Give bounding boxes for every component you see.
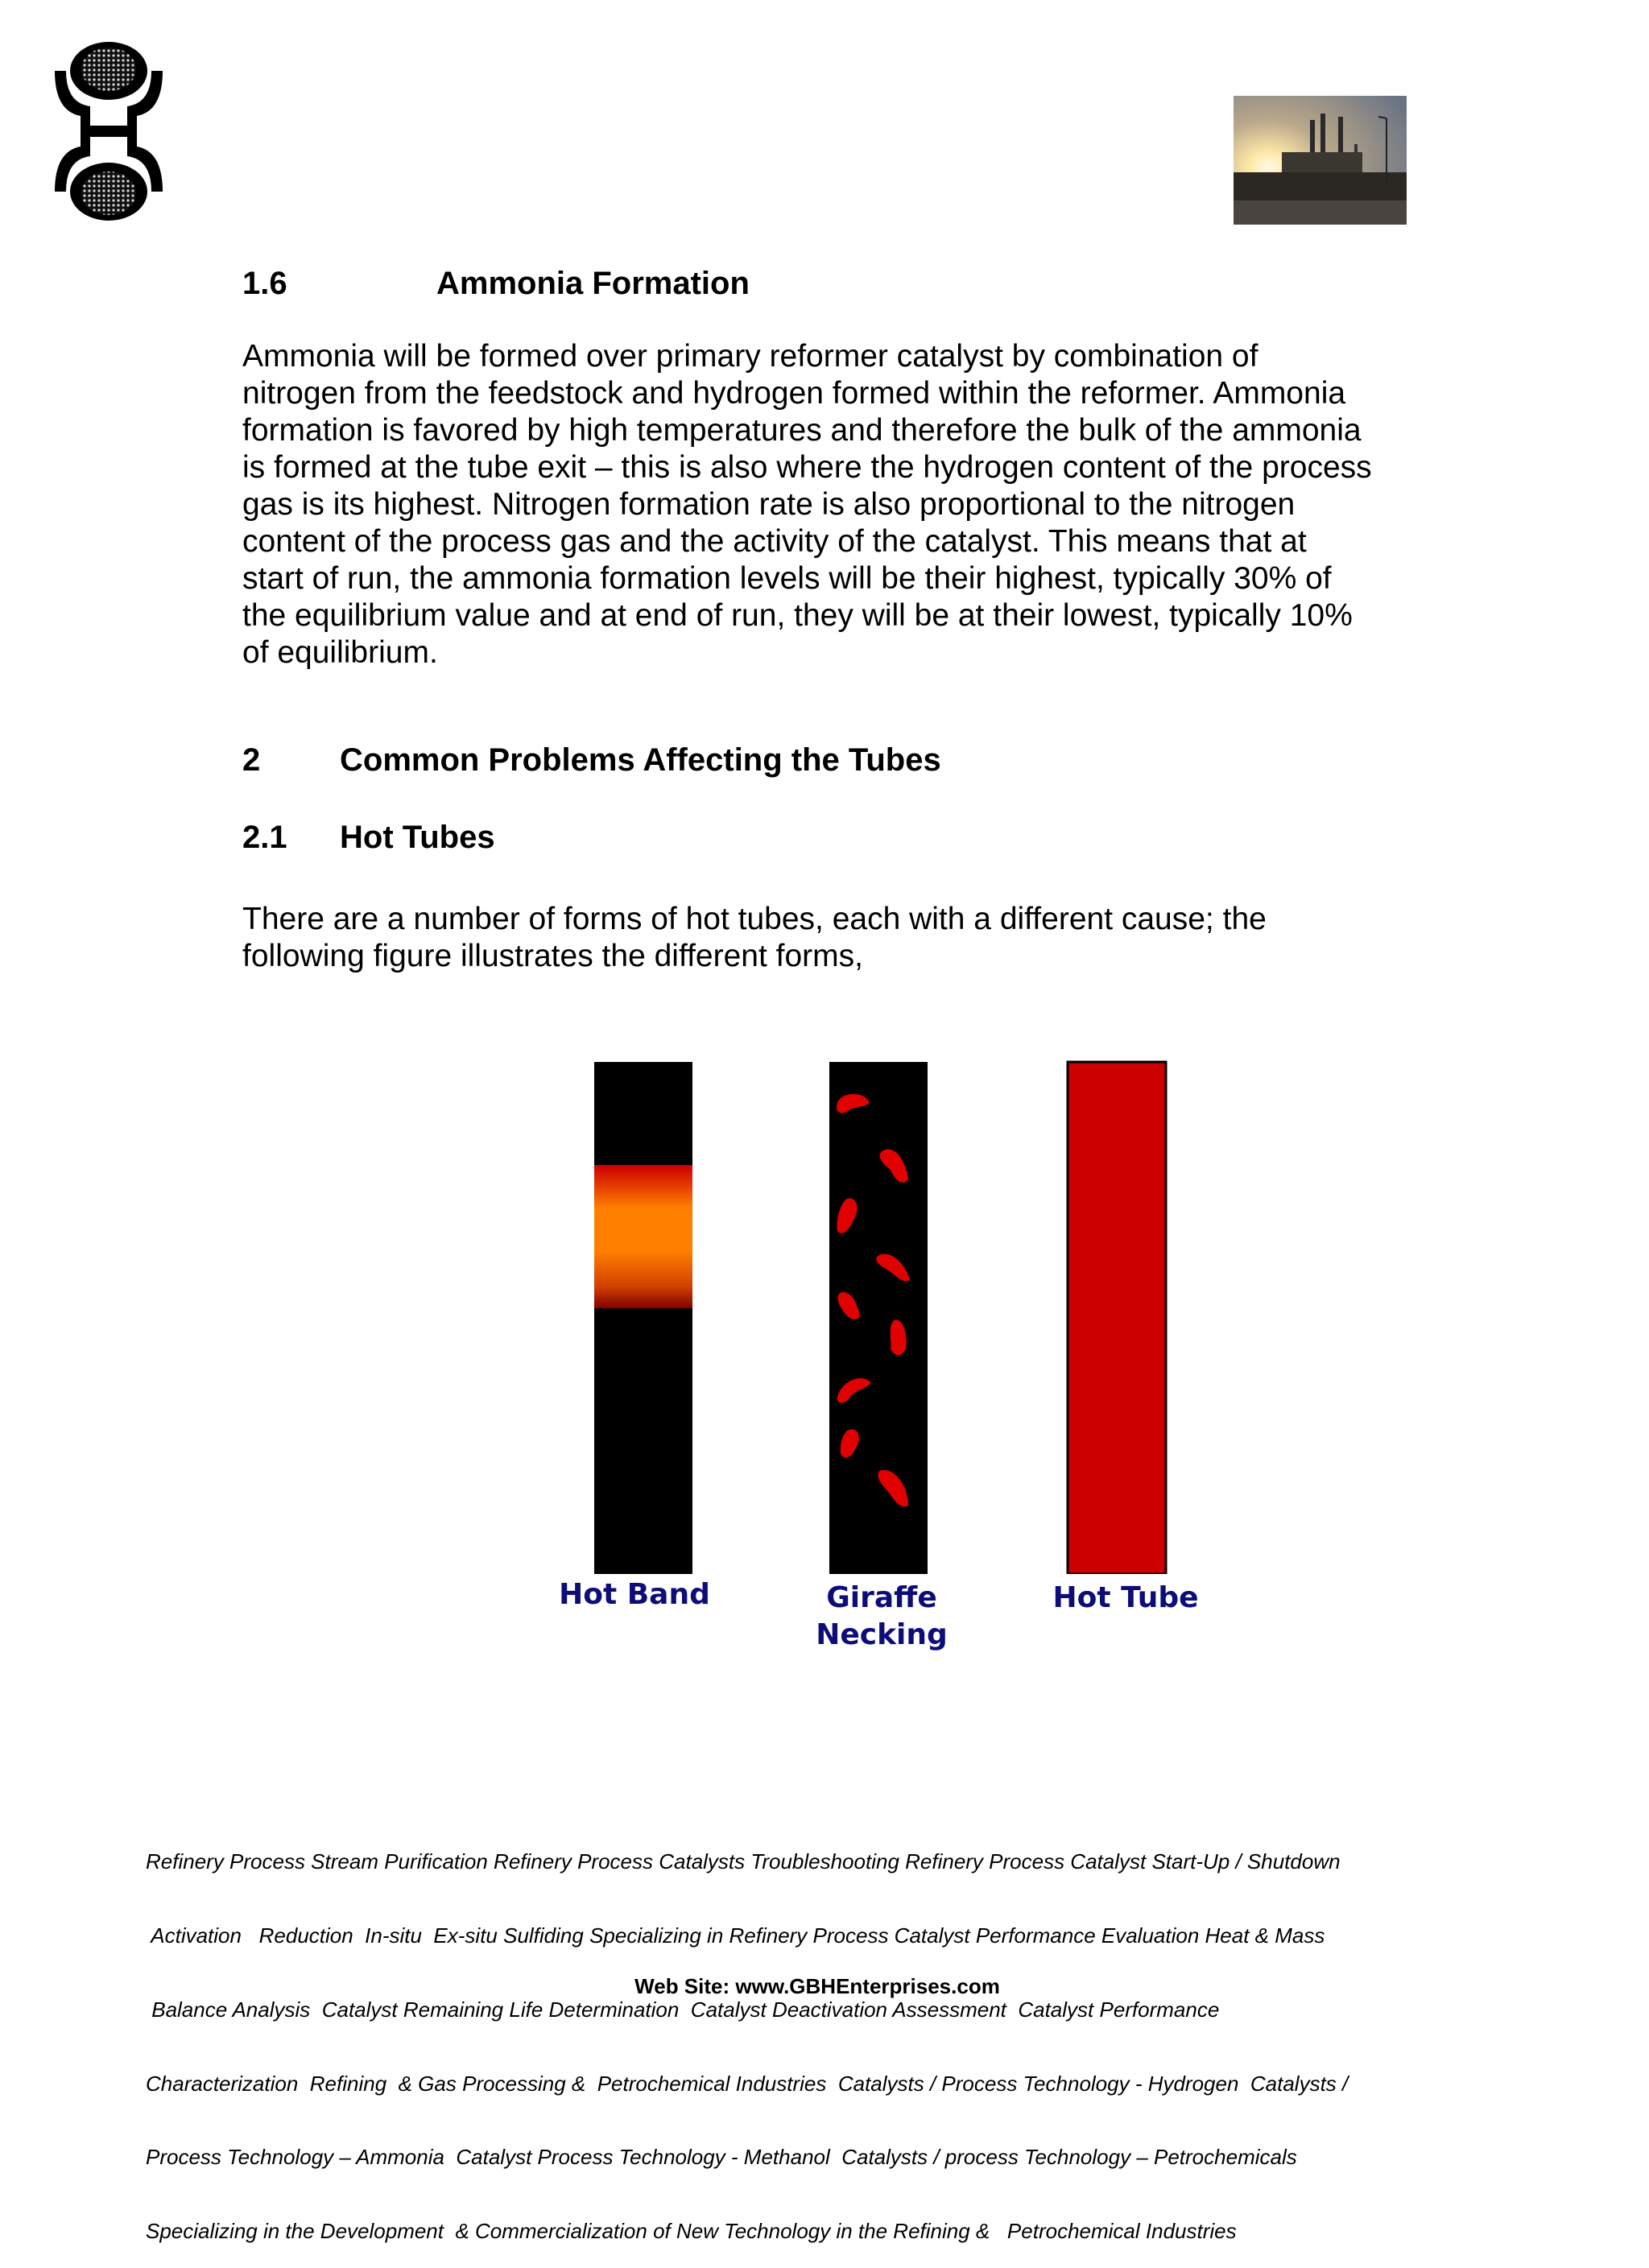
footer-line: Refinery Process Stream Purification Refinery Process Catalysts Troubleshooting Refinery Process Catalyst Start-Up / Shutdown [146, 1849, 1341, 1874]
giraffe-label-line-2: Necking [816, 1618, 948, 1651]
paragraph-line: nitrogen from the feedstock and hydrogen formed within the reformer. Ammonia [242, 376, 1346, 411]
paragraph-line: There are a number of forms of hot tubes, each with a different cause; the [242, 902, 1267, 936]
paragraph-line: start of run, the ammonia formation levels will be their highest, typically 30% of [242, 561, 1332, 596]
footer-line: Balance Analysis Catalyst Remaining Life Determination Catalyst Deactivation Assessment Catalyst Performance [146, 1997, 1220, 2022]
footer-website: Web Site: www.GBHEnterprises.com [634, 1974, 1000, 1998]
hot-tubes-figure [564, 1059, 1232, 1574]
paragraph-line: of equilibrium. [242, 635, 438, 670]
section-2-1-title: Hot Tubes [340, 820, 495, 855]
hot-band-tube [594, 1062, 692, 1574]
footer-services-text [146, 1800, 1515, 2268]
paragraph-line: following figure illustrates the different forms, [242, 939, 863, 973]
section-2-number: 2 [242, 742, 261, 778]
hot-band-label: Hot Band [559, 1578, 710, 1611]
giraffe-necking-label [797, 1580, 966, 1654]
footer-line: Specializing in the Development & Commercialization of New Technology in the Refining & Petrochemical Industries [146, 2219, 1237, 2244]
footer-line: Characterization Refining & Gas Processing & Petrochemical Industries Catalysts / Process Technology - Hydrogen Catalysts / [146, 2071, 1349, 2096]
section-1-6-number: 1.6 [242, 266, 287, 301]
hot-tube-label: Hot Tube [1052, 1581, 1199, 1614]
paragraph-line: formation is favored by high temperatures and therefore the bulk of the ammonia [242, 413, 1362, 448]
paragraph-line: is formed at the tube exit – this is also where the hydrogen content of the process [242, 450, 1372, 485]
hot-tube [1068, 1062, 1166, 1574]
footer-line: Process Technology – Ammonia Catalyst Process Technology - Methanol Catalysts / process Technology – Petrochemicals [146, 2145, 1297, 2170]
section-2-1-number: 2.1 [242, 820, 287, 855]
paragraph-line: gas is its highest. Nitrogen formation rate is also proportional to the nitrogen [242, 487, 1296, 522]
paragraph-line: the equilibrium value and at end of run, they will be at their lowest, typically 10% [242, 598, 1353, 633]
paragraph-line: Ammonia will be formed over primary reformer catalyst by combination of [242, 339, 1258, 374]
paragraph-line: content of the process gas and the activity of the catalyst. This means that at [242, 524, 1307, 559]
giraffe-label-line-1: Giraffe [826, 1581, 937, 1614]
footer-line: Activation Reduction In-situ Ex-situ Sulfiding Specializing in Refinery Process Catalyst Performance Evaluation Heat & Mass [146, 1923, 1325, 1948]
refinery-sunset-photo [1234, 96, 1407, 225]
section-2-1-paragraph [242, 901, 1434, 975]
company-logo-icon [48, 39, 169, 224]
section-1-6-title: Ammonia Formation [436, 266, 750, 301]
section-1-6-paragraph [242, 338, 1434, 671]
giraffe-necking-tube [829, 1062, 928, 1574]
section-2-title: Common Problems Affecting the Tubes [340, 742, 941, 778]
